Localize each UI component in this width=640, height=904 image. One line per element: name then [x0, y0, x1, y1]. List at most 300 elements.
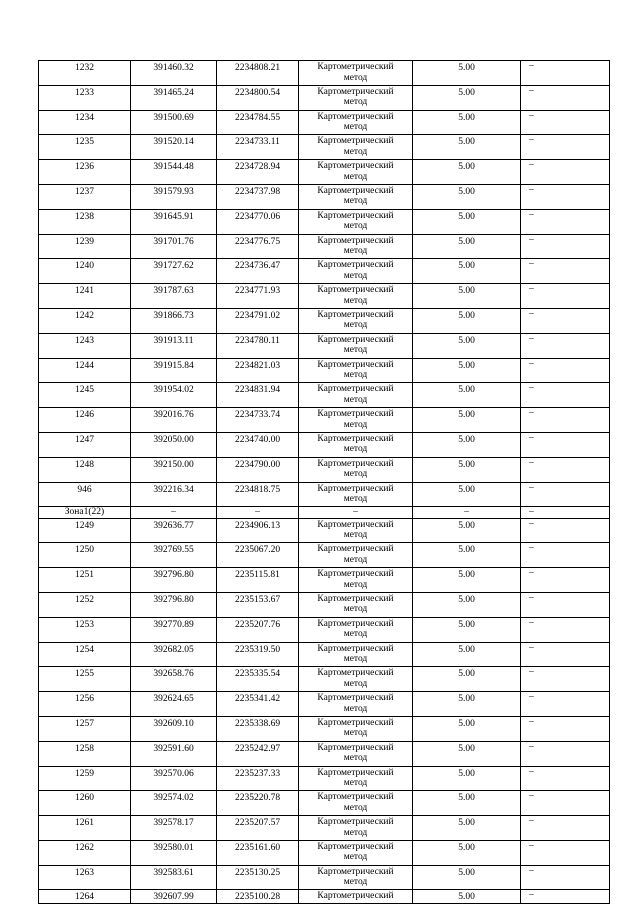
table-row — [39, 865, 610, 890]
method-line: метод — [343, 122, 368, 133]
method-line: Картометрический — [317, 767, 394, 778]
accuracy-cell: 5.00 — [413, 308, 521, 333]
x-coordinate-cell: 392624.65 — [131, 692, 217, 717]
note-cell: – — [521, 85, 610, 110]
method-line: Картометрический — [317, 544, 394, 555]
method-line: Картометрический — [317, 260, 394, 271]
method-cell — [299, 518, 413, 543]
y-coordinate-cell: 2234728.94 — [217, 160, 299, 185]
x-coordinate-cell: 392769.55 — [131, 543, 217, 568]
note-cell: – — [521, 209, 610, 234]
method-line: метод — [343, 221, 368, 232]
table-row — [39, 284, 610, 309]
method-cell — [299, 284, 413, 309]
accuracy-cell: 5.00 — [413, 383, 521, 408]
accuracy-cell: 5.00 — [413, 518, 521, 543]
table-row — [39, 543, 610, 568]
table-row — [39, 840, 610, 865]
method-line: Картометрический — [317, 618, 394, 629]
method-line: Картометрический — [317, 841, 394, 852]
method-cell — [299, 482, 413, 507]
method-cell — [299, 432, 413, 457]
method-cell — [299, 507, 413, 518]
x-coordinate-cell: 391645.91 — [131, 209, 217, 234]
method-line: Картометрический — [317, 458, 394, 469]
note-cell: – — [521, 358, 610, 383]
method-line: Картометрический — [317, 593, 394, 604]
point-number-cell: 1237 — [39, 184, 131, 209]
x-coordinate-cell: 392607.99 — [131, 890, 217, 904]
x-coordinate-cell: 392796.80 — [131, 568, 217, 593]
point-number-cell: 1252 — [39, 592, 131, 617]
x-coordinate-cell: 392578.17 — [131, 816, 217, 841]
zone-header-row — [39, 507, 610, 518]
method-line: Картометрический — [317, 742, 394, 753]
accuracy-cell: 5.00 — [413, 890, 521, 904]
y-coordinate-cell: 2234733.74 — [217, 408, 299, 433]
method-cell — [299, 890, 413, 904]
method-line: Картометрический — [317, 891, 394, 902]
accuracy-cell: 5.00 — [413, 457, 521, 482]
accuracy-cell: 5.00 — [413, 791, 521, 816]
method-cell — [299, 766, 413, 791]
accuracy-cell: 5.00 — [413, 568, 521, 593]
y-coordinate-cell: 2235067.20 — [217, 543, 299, 568]
accuracy-cell: 5.00 — [413, 333, 521, 358]
point-number-cell: 1234 — [39, 110, 131, 135]
method-line: метод — [343, 604, 368, 615]
point-number-cell: 1250 — [39, 543, 131, 568]
method-cell — [299, 383, 413, 408]
table-row — [39, 358, 610, 383]
method-line: метод — [343, 827, 368, 838]
note-cell: – — [521, 766, 610, 791]
table-row — [39, 457, 610, 482]
method-line: Картометрический — [317, 693, 394, 704]
y-coordinate-cell: 2234831.94 — [217, 383, 299, 408]
method-cell — [299, 110, 413, 135]
method-cell — [299, 333, 413, 358]
accuracy-cell: 5.00 — [413, 617, 521, 642]
note-cell: – — [521, 507, 610, 518]
y-coordinate-cell: 2234800.54 — [217, 85, 299, 110]
method-cell — [299, 408, 413, 433]
method-cell — [299, 741, 413, 766]
table-row — [39, 766, 610, 791]
table-row — [39, 667, 610, 692]
accuracy-cell: 5.00 — [413, 865, 521, 890]
accuracy-cell: 5.00 — [413, 482, 521, 507]
method-line: – — [353, 507, 358, 518]
method-line: метод — [343, 579, 368, 590]
note-cell: – — [521, 518, 610, 543]
point-number-cell: 1258 — [39, 741, 131, 766]
note-cell: – — [521, 716, 610, 741]
y-coordinate-cell: 2234808.21 — [217, 61, 299, 86]
point-number-cell: 1262 — [39, 840, 131, 865]
note-cell: – — [521, 432, 610, 457]
note-cell: – — [521, 568, 610, 593]
note-cell: – — [521, 284, 610, 309]
method-line: метод — [343, 246, 368, 257]
method-line: метод — [343, 753, 368, 764]
table-row — [39, 383, 610, 408]
method-line: метод — [343, 530, 368, 541]
y-coordinate-cell: 2235242.97 — [217, 741, 299, 766]
point-number-cell: 1243 — [39, 333, 131, 358]
table-row — [39, 209, 610, 234]
method-line: метод — [343, 419, 368, 430]
method-cell — [299, 308, 413, 333]
x-coordinate-cell: 392574.02 — [131, 791, 217, 816]
table-row — [39, 432, 610, 457]
table-row — [39, 308, 610, 333]
x-coordinate-cell: 392796.80 — [131, 592, 217, 617]
y-coordinate-cell: 2235335.54 — [217, 667, 299, 692]
y-coordinate-cell: 2235153.67 — [217, 592, 299, 617]
x-coordinate-cell: 391544.48 — [131, 160, 217, 185]
accuracy-cell: 5.00 — [413, 358, 521, 383]
method-line: Картометрический — [317, 62, 394, 72]
y-coordinate-cell: 2235319.50 — [217, 642, 299, 667]
x-coordinate-cell: 392770.89 — [131, 617, 217, 642]
x-coordinate-cell: 391866.73 — [131, 308, 217, 333]
note-cell: – — [521, 333, 610, 358]
point-number-cell: Зона1(22) — [39, 507, 131, 518]
coordinates-table-body — [39, 61, 610, 904]
method-cell — [299, 816, 413, 841]
table-row — [39, 85, 610, 110]
x-coordinate-cell: 392016.76 — [131, 408, 217, 433]
y-coordinate-cell: 2235115.81 — [217, 568, 299, 593]
note-cell: – — [521, 259, 610, 284]
method-line: метод — [343, 494, 368, 505]
x-coordinate-cell: 392591.60 — [131, 741, 217, 766]
y-coordinate-cell: 2234906.13 — [217, 518, 299, 543]
table-row — [39, 135, 610, 160]
x-coordinate-cell: 391460.32 — [131, 61, 217, 86]
point-number-cell: 1232 — [39, 61, 131, 86]
x-coordinate-cell: 391701.76 — [131, 234, 217, 259]
table-row — [39, 184, 610, 209]
y-coordinate-cell: 2235130.25 — [217, 865, 299, 890]
method-line: метод — [343, 320, 368, 331]
table-row — [39, 890, 610, 904]
method-line: метод — [343, 678, 368, 689]
method-line: Картометрический — [317, 86, 394, 97]
point-number-cell: 1245 — [39, 383, 131, 408]
accuracy-cell: 5.00 — [413, 667, 521, 692]
point-number-cell: 1247 — [39, 432, 131, 457]
point-number-cell: 1254 — [39, 642, 131, 667]
note-cell: – — [521, 865, 610, 890]
method-line: метод — [343, 629, 368, 640]
method-cell — [299, 209, 413, 234]
method-cell — [299, 457, 413, 482]
table-row — [39, 333, 610, 358]
table-row — [39, 791, 610, 816]
accuracy-cell: 5.00 — [413, 85, 521, 110]
note-cell: – — [521, 791, 610, 816]
accuracy-cell: 5.00 — [413, 160, 521, 185]
note-cell: – — [521, 383, 610, 408]
note-cell: – — [521, 741, 610, 766]
point-number-cell: 1241 — [39, 284, 131, 309]
point-number-cell: 1238 — [39, 209, 131, 234]
point-number-cell: 1255 — [39, 667, 131, 692]
table-row — [39, 741, 610, 766]
note-cell: – — [521, 160, 610, 185]
table-row — [39, 234, 610, 259]
y-coordinate-cell: 2235161.60 — [217, 840, 299, 865]
note-cell: – — [521, 61, 610, 86]
method-line: Картометрический — [317, 668, 394, 679]
table-row — [39, 110, 610, 135]
note-cell: – — [521, 543, 610, 568]
y-coordinate-cell: 2234780.11 — [217, 333, 299, 358]
method-cell — [299, 184, 413, 209]
method-line: Картометрический — [317, 717, 394, 728]
method-line: Картометрический — [317, 136, 394, 147]
point-number-cell: 1263 — [39, 865, 131, 890]
table-row — [39, 408, 610, 433]
method-line: Картометрический — [317, 111, 394, 122]
y-coordinate-cell: 2234733.11 — [217, 135, 299, 160]
method-cell — [299, 358, 413, 383]
method-line: Картометрический — [317, 359, 394, 370]
table-row — [39, 816, 610, 841]
method-line: Картометрический — [317, 866, 394, 877]
method-cell — [299, 617, 413, 642]
method-line: Картометрический — [317, 519, 394, 530]
x-coordinate-cell: 392636.77 — [131, 518, 217, 543]
y-coordinate-cell: 2234740.00 — [217, 432, 299, 457]
point-number-cell: 1260 — [39, 791, 131, 816]
point-number-cell: 1259 — [39, 766, 131, 791]
accuracy-cell: 5.00 — [413, 692, 521, 717]
accuracy-cell: 5.00 — [413, 135, 521, 160]
accuracy-cell: 5.00 — [413, 432, 521, 457]
method-cell — [299, 135, 413, 160]
x-coordinate-cell: 392580.01 — [131, 840, 217, 865]
x-coordinate-cell: 392570.06 — [131, 766, 217, 791]
method-line: Картометрический — [317, 817, 394, 828]
method-line: метод — [343, 370, 368, 381]
note-cell: – — [521, 617, 610, 642]
table-row — [39, 642, 610, 667]
accuracy-cell: – — [413, 507, 521, 518]
x-coordinate-cell: 392150.00 — [131, 457, 217, 482]
point-number-cell: 1240 — [39, 259, 131, 284]
point-number-cell: 1253 — [39, 617, 131, 642]
y-coordinate-cell: 2234776.75 — [217, 234, 299, 259]
y-coordinate-cell: 2234737.98 — [217, 184, 299, 209]
method-line: метод — [343, 654, 368, 665]
method-line: Картометрический — [317, 210, 394, 221]
method-cell — [299, 160, 413, 185]
y-coordinate-cell: 2235338.69 — [217, 716, 299, 741]
table-row — [39, 61, 610, 86]
y-coordinate-cell: 2235207.57 — [217, 816, 299, 841]
point-number-cell: 1261 — [39, 816, 131, 841]
point-number-cell: 1235 — [39, 135, 131, 160]
method-cell — [299, 791, 413, 816]
y-coordinate-cell: 2234791.02 — [217, 308, 299, 333]
method-line: Картометрический — [317, 569, 394, 580]
x-coordinate-cell: 392658.76 — [131, 667, 217, 692]
method-cell — [299, 716, 413, 741]
note-cell: – — [521, 408, 610, 433]
method-line: метод — [343, 852, 368, 863]
point-number-cell: 1239 — [39, 234, 131, 259]
x-coordinate-cell: 391787.63 — [131, 284, 217, 309]
table-row — [39, 692, 610, 717]
x-coordinate-cell: 392583.61 — [131, 865, 217, 890]
note-cell: – — [521, 482, 610, 507]
table-row — [39, 160, 610, 185]
accuracy-cell: 5.00 — [413, 284, 521, 309]
note-cell: – — [521, 184, 610, 209]
note-cell: – — [521, 110, 610, 135]
accuracy-cell: 5.00 — [413, 840, 521, 865]
table-row — [39, 716, 610, 741]
point-number-cell: 1248 — [39, 457, 131, 482]
y-coordinate-cell: 2235207.76 — [217, 617, 299, 642]
x-coordinate-cell: 391579.93 — [131, 184, 217, 209]
point-number-cell: 1246 — [39, 408, 131, 433]
method-line: метод — [343, 270, 368, 281]
method-line: метод — [343, 171, 368, 182]
note-cell: – — [521, 692, 610, 717]
method-line: Картометрический — [317, 483, 394, 494]
method-line: метод — [343, 146, 368, 157]
note-cell: – — [521, 592, 610, 617]
accuracy-cell: 5.00 — [413, 741, 521, 766]
y-coordinate-cell: 2234818.75 — [217, 482, 299, 507]
method-cell — [299, 568, 413, 593]
y-coordinate-cell: 2234771.93 — [217, 284, 299, 309]
accuracy-cell: 5.00 — [413, 543, 521, 568]
method-line: метод — [343, 345, 368, 356]
point-number-cell: 1244 — [39, 358, 131, 383]
method-line: метод — [343, 196, 368, 207]
y-coordinate-cell: 2235220.78 — [217, 791, 299, 816]
note-cell: – — [521, 135, 610, 160]
method-line: Картометрический — [317, 235, 394, 246]
method-line: метод — [343, 97, 368, 108]
y-coordinate-cell: 2235100.28 — [217, 890, 299, 904]
method-cell — [299, 667, 413, 692]
method-cell — [299, 61, 413, 86]
method-cell — [299, 592, 413, 617]
table-row — [39, 259, 610, 284]
accuracy-cell: 5.00 — [413, 716, 521, 741]
accuracy-cell: 5.00 — [413, 209, 521, 234]
note-cell: – — [521, 308, 610, 333]
x-coordinate-cell: 392682.05 — [131, 642, 217, 667]
method-line: метод — [343, 802, 368, 813]
method-line: метод — [343, 394, 368, 405]
point-number-cell: 1251 — [39, 568, 131, 593]
method-line: метод — [343, 877, 368, 888]
method-line: Картометрический — [317, 334, 394, 345]
method-line: метод — [343, 72, 368, 83]
table-row — [39, 617, 610, 642]
method-line: Картометрический — [317, 792, 394, 803]
point-number-cell: 1242 — [39, 308, 131, 333]
note-cell: – — [521, 642, 610, 667]
x-coordinate-cell: 391520.14 — [131, 135, 217, 160]
accuracy-cell: 5.00 — [413, 184, 521, 209]
method-line: Картометрический — [317, 185, 394, 196]
method-cell — [299, 234, 413, 259]
method-cell — [299, 692, 413, 717]
table-row — [39, 518, 610, 543]
method-line: метод — [343, 554, 368, 565]
method-line: метод — [343, 295, 368, 306]
x-coordinate-cell: 391913.11 — [131, 333, 217, 358]
method-cell — [299, 642, 413, 667]
method-cell — [299, 865, 413, 890]
method-line: метод — [343, 778, 368, 788]
point-number-cell: 1233 — [39, 85, 131, 110]
coordinates-table — [38, 60, 610, 904]
x-coordinate-cell: 391727.62 — [131, 259, 217, 284]
method-cell — [299, 85, 413, 110]
accuracy-cell: 5.00 — [413, 61, 521, 86]
method-line: Картометрический — [317, 384, 394, 395]
x-coordinate-cell: 391954.02 — [131, 383, 217, 408]
accuracy-cell: 5.00 — [413, 259, 521, 284]
method-line: метод — [343, 703, 368, 714]
method-line: Картометрический — [317, 285, 394, 296]
x-coordinate-cell: 391500.69 — [131, 110, 217, 135]
point-number-cell: 1256 — [39, 692, 131, 717]
y-coordinate-cell: 2234784.55 — [217, 110, 299, 135]
note-cell: – — [521, 457, 610, 482]
method-line: Картометрический — [317, 643, 394, 654]
method-line: Картометрический — [317, 433, 394, 444]
method-line: метод — [343, 444, 368, 455]
y-coordinate-cell: 2235341.42 — [217, 692, 299, 717]
note-cell: – — [521, 890, 610, 904]
method-line: Картометрический — [317, 409, 394, 420]
accuracy-cell: 5.00 — [413, 816, 521, 841]
method-cell — [299, 259, 413, 284]
note-cell: – — [521, 840, 610, 865]
y-coordinate-cell: 2235237.33 — [217, 766, 299, 791]
point-number-cell: 946 — [39, 482, 131, 507]
accuracy-cell: 5.00 — [413, 592, 521, 617]
method-cell — [299, 543, 413, 568]
accuracy-cell: 5.00 — [413, 408, 521, 433]
table-row — [39, 482, 610, 507]
y-coordinate-cell: 2234736.47 — [217, 259, 299, 284]
table-row — [39, 592, 610, 617]
accuracy-cell: 5.00 — [413, 642, 521, 667]
y-coordinate-cell: 2234790.00 — [217, 457, 299, 482]
y-coordinate-cell: 2234770.06 — [217, 209, 299, 234]
x-coordinate-cell: 391915.84 — [131, 358, 217, 383]
y-coordinate-cell: 2234821.03 — [217, 358, 299, 383]
x-coordinate-cell: 392216.34 — [131, 482, 217, 507]
point-number-cell: 1236 — [39, 160, 131, 185]
method-line: метод — [343, 728, 368, 739]
method-cell — [299, 840, 413, 865]
accuracy-cell: 5.00 — [413, 110, 521, 135]
x-coordinate-cell: 392609.10 — [131, 716, 217, 741]
point-number-cell: 1257 — [39, 716, 131, 741]
